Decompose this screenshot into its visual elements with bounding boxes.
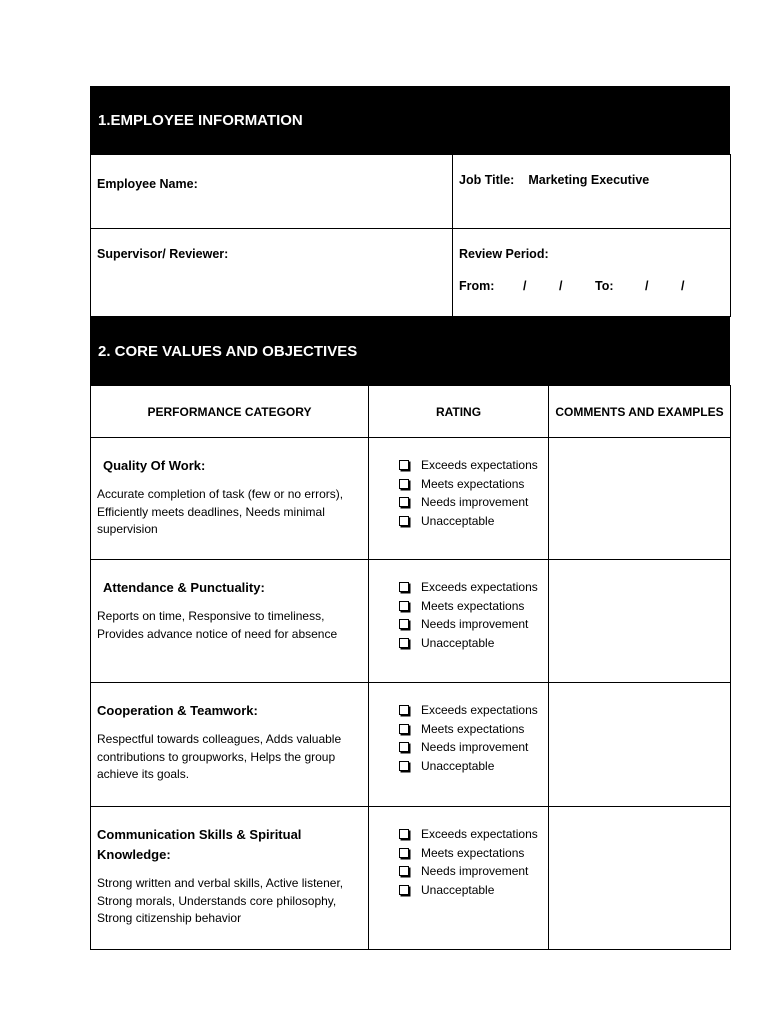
comments-cell[interactable] (549, 560, 731, 683)
checkbox-icon[interactable] (399, 516, 409, 526)
rating-option-label: Needs improvement (421, 495, 529, 510)
review-period-field[interactable] (453, 229, 731, 317)
rating-option[interactable] (399, 825, 542, 844)
to-slash-1: / (645, 279, 649, 293)
checkbox-icon[interactable] (399, 638, 409, 648)
to-slash-2: / (681, 279, 685, 293)
job-title-value: Marketing Executive (528, 173, 650, 187)
category-title: Cooperation & Teamwork: (97, 703, 258, 718)
rating-option[interactable] (399, 615, 542, 634)
rating-option-label: Unacceptable (421, 635, 495, 650)
rating-option[interactable] (399, 493, 542, 512)
category-description: Strong written and verbal skills, Active listener, Strong morals, Understands core philosophy, Strong citizenship behavior (97, 876, 344, 925)
rating-option-label: Needs improvement (421, 740, 529, 755)
checkbox-icon[interactable] (399, 724, 409, 734)
checkbox-icon[interactable] (399, 601, 409, 611)
checkbox-icon[interactable] (399, 848, 409, 858)
rating-option[interactable] (399, 701, 542, 720)
rating-options (375, 825, 542, 899)
section-title: 2. CORE VALUES AND OBJECTIVES (98, 342, 358, 360)
checkbox-icon[interactable] (399, 582, 409, 592)
employee-info-table (90, 154, 731, 317)
column-header-performance-category: PERFORMANCE CATEGORY (91, 386, 369, 438)
section-employee-information-header (90, 86, 730, 154)
comments-cell[interactable] (549, 438, 731, 560)
rating-option[interactable] (399, 512, 542, 531)
rating-option[interactable] (399, 597, 542, 616)
checkbox-icon[interactable] (399, 479, 409, 489)
to-label: To: (595, 279, 614, 293)
job-title-label: Job Title: (459, 173, 515, 187)
checkbox-icon[interactable] (399, 497, 409, 507)
rating-options (375, 456, 542, 530)
category-row-1 (91, 438, 731, 560)
category-row-3 (91, 683, 731, 807)
rating-option-label: Unacceptable (421, 882, 495, 897)
supervisor-label: Supervisor/ Reviewer: (97, 247, 229, 261)
rating-cell (369, 560, 549, 683)
section-core-values-header (90, 317, 730, 385)
from-slash-1: / (523, 279, 527, 293)
employee-name-field[interactable] (91, 155, 453, 229)
category-cell (91, 683, 369, 807)
rating-option-label: Exceeds expectations (421, 703, 538, 718)
rating-option[interactable] (399, 844, 542, 863)
section-title: 1.EMPLOYEE INFORMATION (98, 111, 303, 129)
rating-option[interactable] (399, 757, 542, 776)
category-row-4 (91, 807, 731, 950)
category-cell (91, 807, 369, 950)
checkbox-icon[interactable] (399, 742, 409, 752)
rating-option[interactable] (399, 475, 542, 494)
rating-option[interactable] (399, 738, 542, 757)
rating-option[interactable] (399, 456, 542, 475)
rating-options (375, 578, 542, 652)
rating-option-label: Meets expectations (421, 598, 525, 613)
from-slash-2: / (559, 279, 563, 293)
rating-option[interactable] (399, 862, 542, 881)
column-header-comments: COMMENTS AND EXAMPLES (549, 386, 731, 438)
checkbox-icon[interactable] (399, 885, 409, 895)
rating-cell (369, 438, 549, 560)
job-title-field[interactable] (453, 155, 731, 229)
rating-option-label: Meets expectations (421, 721, 525, 736)
checkbox-icon[interactable] (399, 460, 409, 470)
category-title: Communication Skills & Spiritual Knowledge: (97, 827, 302, 862)
category-description: Accurate completion of task (few or no errors), Efficiently meets deadlines, Needs minimal supervision (97, 487, 344, 536)
rating-option[interactable] (399, 634, 542, 653)
rating-option-label: Exceeds expectations (421, 458, 538, 473)
rating-option-label: Needs improvement (421, 864, 529, 879)
checkbox-icon[interactable] (399, 866, 409, 876)
rating-options (375, 701, 542, 775)
rating-option[interactable] (399, 578, 542, 597)
from-label: From: (459, 279, 495, 293)
rating-cell (369, 807, 549, 950)
rating-option-label: Needs improvement (421, 617, 529, 632)
checkbox-icon[interactable] (399, 619, 409, 629)
supervisor-field[interactable] (91, 229, 453, 317)
checkbox-icon[interactable] (399, 829, 409, 839)
comments-cell[interactable] (549, 683, 731, 807)
column-header-rating: RATING (369, 386, 549, 438)
rating-option-label: Unacceptable (421, 513, 495, 528)
employee-name-label: Employee Name: (97, 177, 198, 191)
rating-option[interactable] (399, 720, 542, 739)
rating-option-label: Unacceptable (421, 758, 495, 773)
category-row-2 (91, 560, 731, 683)
category-cell (91, 438, 369, 560)
rating-option-label: Meets expectations (421, 845, 525, 860)
checkbox-icon[interactable] (399, 761, 409, 771)
rating-cell (369, 683, 549, 807)
review-period-label: Review Period: (459, 247, 549, 261)
rating-option-label: Exceeds expectations (421, 580, 538, 595)
category-title: Quality Of Work: (103, 458, 206, 473)
core-values-table (90, 385, 731, 950)
appraisal-form (90, 86, 730, 950)
category-description: Respectful towards colleagues, Adds valuable contributions to groupworks, Helps the group achieve its goals. (97, 732, 342, 781)
category-description: Reports on time, Responsive to timeliness, Provides advance notice of need for absence (97, 609, 338, 641)
category-cell (91, 560, 369, 683)
review-period-dates (459, 279, 724, 293)
rating-option-label: Exceeds expectations (421, 827, 538, 842)
category-title: Attendance & Punctuality: (103, 580, 265, 595)
comments-cell[interactable] (549, 807, 731, 950)
rating-option[interactable] (399, 881, 542, 900)
rating-option-label: Meets expectations (421, 476, 525, 491)
checkbox-icon[interactable] (399, 705, 409, 715)
